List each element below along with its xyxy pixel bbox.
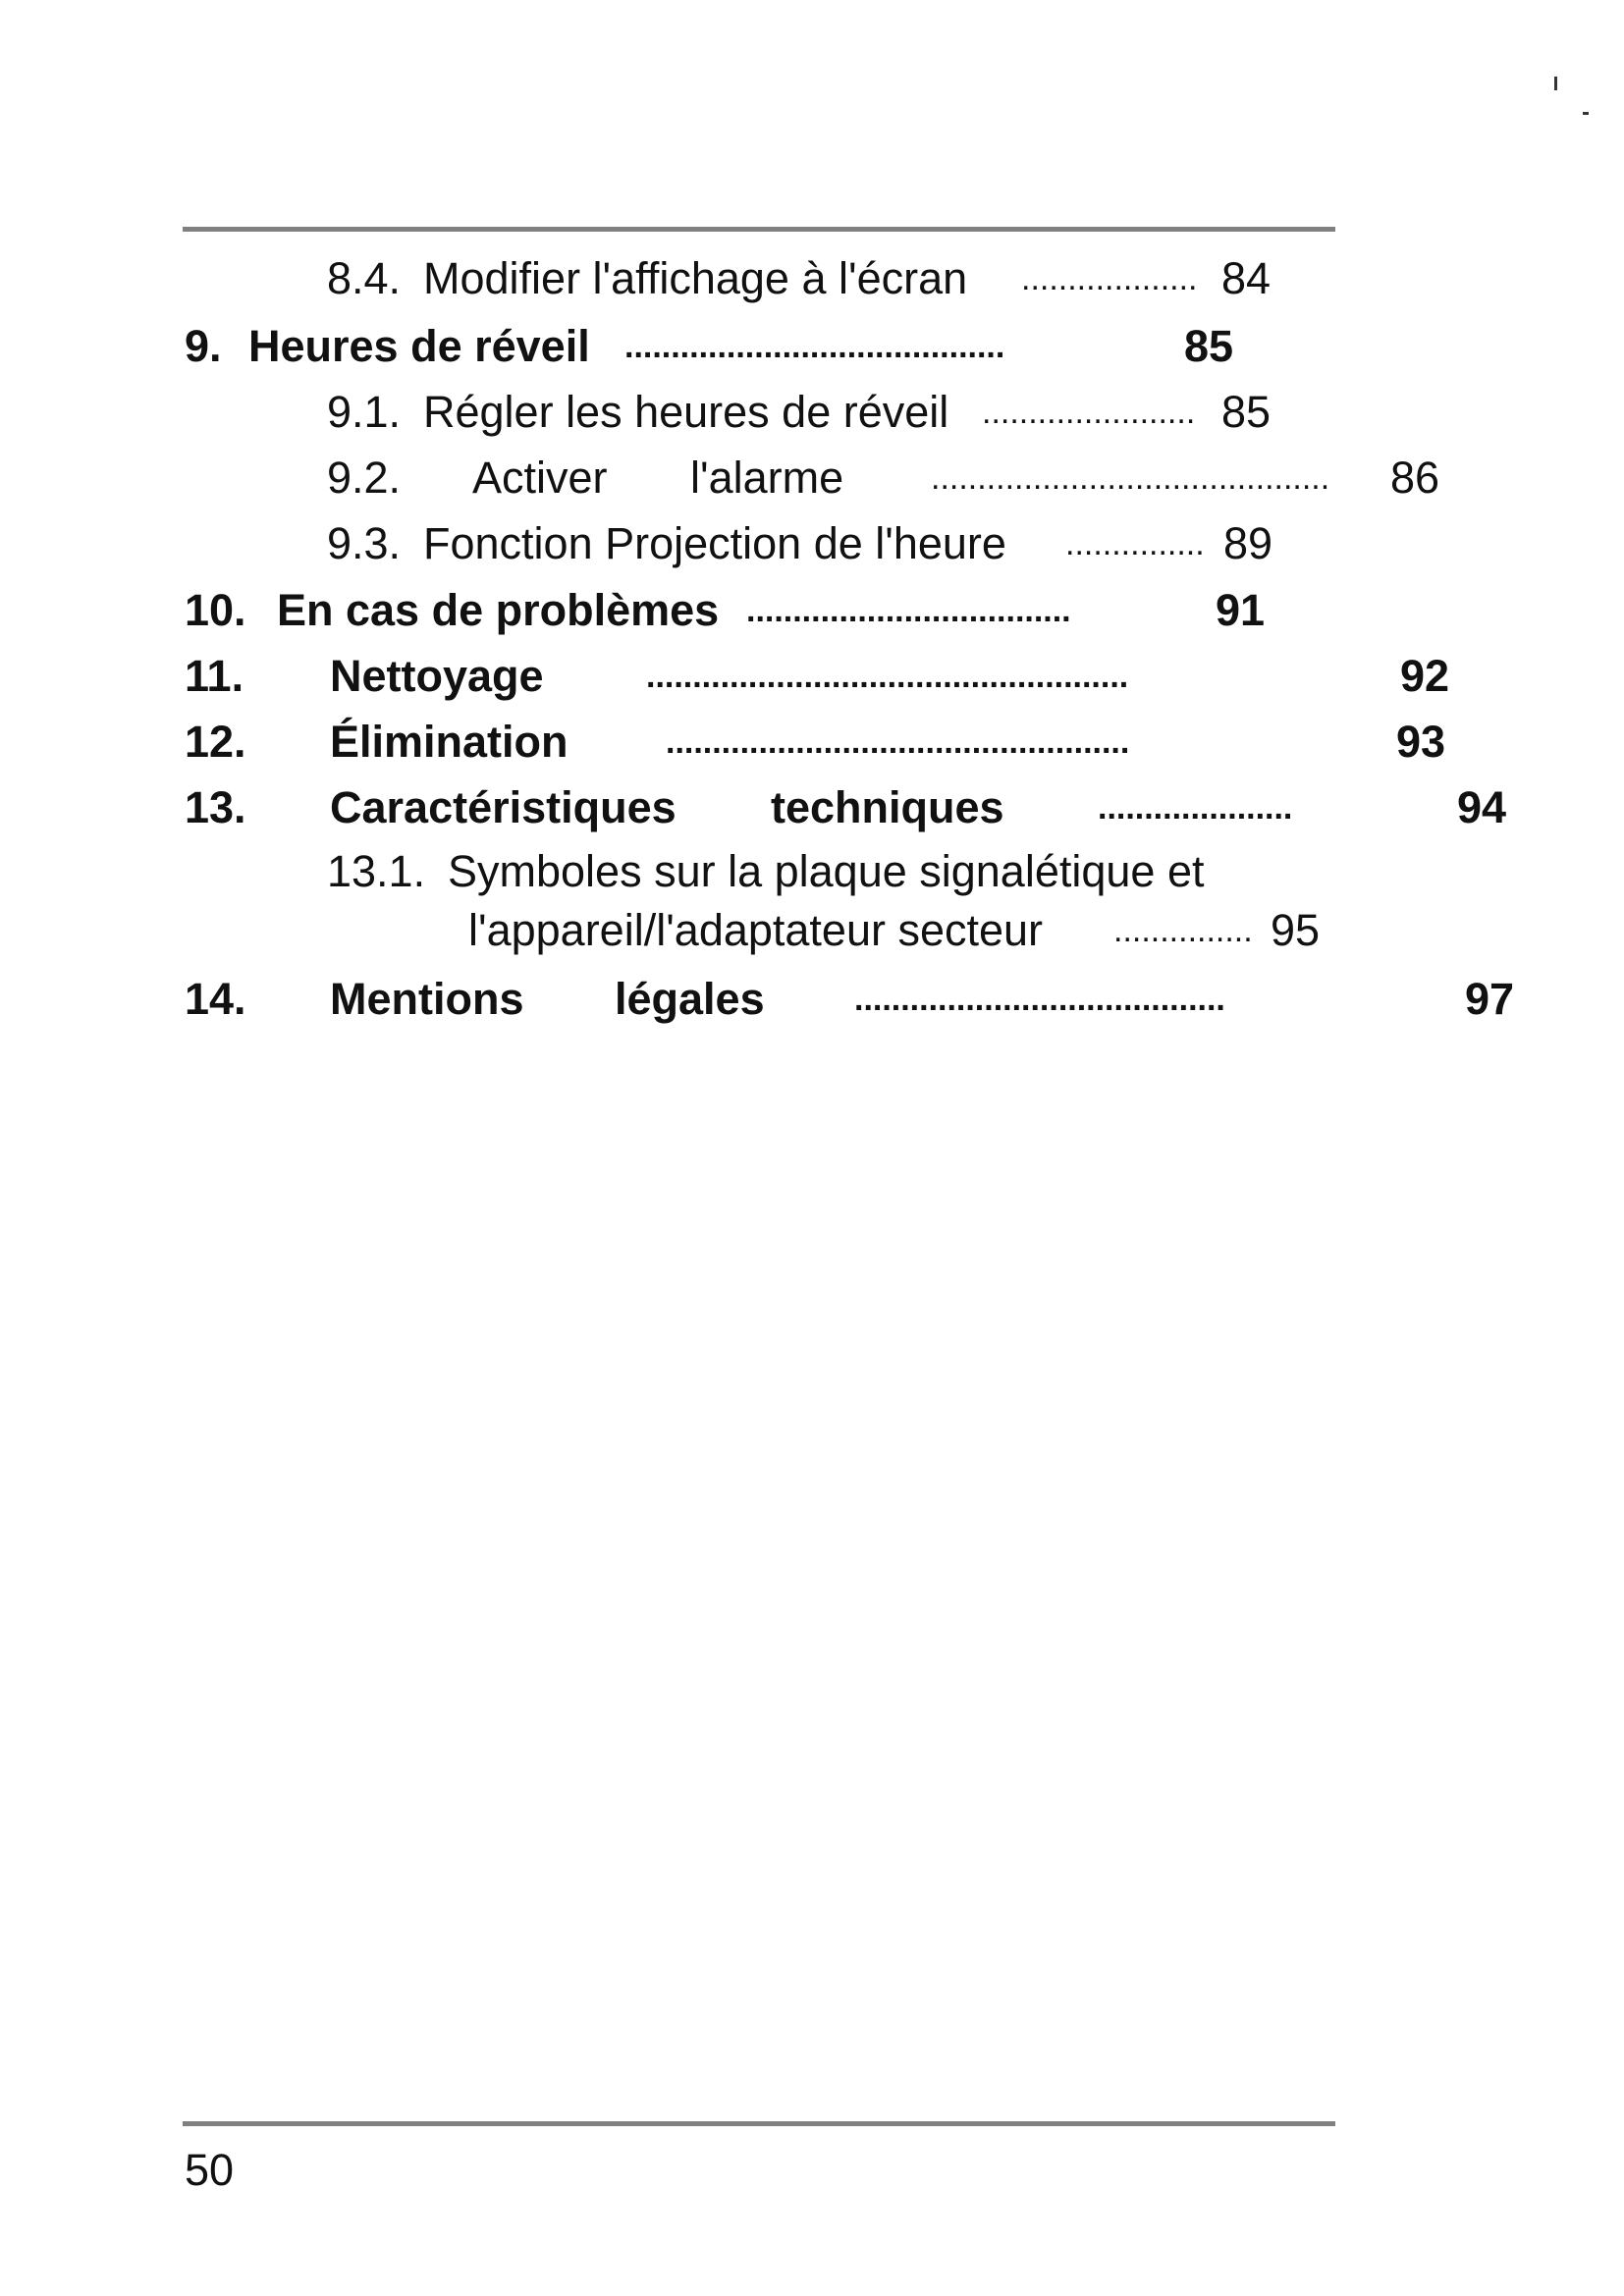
toc-entry-label-part: Mentions xyxy=(330,974,524,1024)
toc-entry-page: 92 xyxy=(1400,651,1450,701)
toc-entry-page: 93 xyxy=(1396,717,1446,767)
toc-entry-13-1-continued[interactable] xyxy=(0,901,1624,960)
toc-entry-number: 9.2. xyxy=(327,453,402,503)
toc-entry-11[interactable] xyxy=(0,647,1624,706)
toc-entry-label: En cas de problèmes xyxy=(277,585,720,635)
page-number: 50 xyxy=(185,2145,235,2195)
toc-entry-page: 85 xyxy=(1221,387,1272,437)
toc-entry-page: 89 xyxy=(1223,518,1273,568)
toc-entry-number: 12. xyxy=(185,717,246,767)
toc-entry-number: 14. xyxy=(185,974,246,1024)
toc-entry-label-part: l'alarme xyxy=(690,453,844,503)
toc-entry-label-part: Caractéristiques xyxy=(330,782,677,832)
toc-entry-leader: ......................................... xyxy=(624,328,1005,365)
toc-entry-12[interactable] xyxy=(0,713,1624,772)
bottom-rule xyxy=(183,2121,1335,2126)
toc-entry-13-1[interactable] xyxy=(0,842,1624,901)
toc-entry-leader: ........................................ xyxy=(854,981,1225,1018)
toc-entry-number: 13. xyxy=(185,782,246,832)
toc-entry-leader: ..................... xyxy=(1098,789,1293,827)
toc-entry-label-continued: l'appareil/l'adaptateur secteur xyxy=(468,905,1044,955)
top-rule xyxy=(183,227,1335,232)
toc-entry-leader: .................................................. xyxy=(666,723,1130,761)
toc-entry-label: Élimination xyxy=(330,717,568,767)
toc-entry-page: 94 xyxy=(1457,782,1507,832)
toc-entry-leader: .................................................... xyxy=(646,658,1129,695)
toc-entry-leader: ........................................... xyxy=(931,459,1330,497)
toc-entry-leader: ................................... xyxy=(746,592,1071,629)
toc-entry-page: 86 xyxy=(1390,453,1440,503)
toc-entry-label: Heures de réveil xyxy=(248,321,590,371)
toc-entry-leader: ................... xyxy=(1021,260,1198,297)
toc-entry-leader: ............... xyxy=(1113,912,1253,949)
toc-entry-leader: ....................... xyxy=(982,394,1196,431)
toc-entry-page: 97 xyxy=(1465,974,1515,1024)
toc-entry-14[interactable] xyxy=(0,970,1624,1029)
toc-entry-label: Nettoyage xyxy=(330,651,544,701)
toc-entry-9-3[interactable] xyxy=(0,514,1624,573)
toc-entry-number: 9.3. xyxy=(327,518,402,568)
toc-entry-number: 9.1. xyxy=(327,387,402,437)
toc-entry-9-1[interactable] xyxy=(0,383,1624,442)
toc-entry-10[interactable] xyxy=(0,581,1624,640)
toc-entry-label-part: légales xyxy=(615,974,765,1024)
toc-entry-number: 10. xyxy=(185,585,246,635)
toc-entry-label-part: Activer xyxy=(472,453,608,503)
toc-entry-label: Régler les heures de réveil xyxy=(423,387,949,437)
scan-speck xyxy=(1554,77,1557,90)
scan-speck xyxy=(1583,112,1589,115)
toc-entry-number: 11. xyxy=(185,651,244,701)
toc-entry-page: 85 xyxy=(1184,321,1234,371)
toc-entry-leader: ............... xyxy=(1065,525,1205,562)
toc-entry-label: Modifier l'affichage à l'écran xyxy=(423,253,968,303)
toc-entry-number: 9. xyxy=(185,321,222,371)
toc-entry-13[interactable] xyxy=(0,778,1624,837)
toc-entry-number: 8.4. xyxy=(327,253,402,303)
toc-entry-label: Symboles sur la plaque signalétique et xyxy=(448,846,1205,896)
toc-entry-label-part: techniques xyxy=(771,782,1004,832)
toc-entry-page: 91 xyxy=(1216,585,1266,635)
toc-entry-9[interactable] xyxy=(0,317,1624,376)
toc-entry-page: 84 xyxy=(1221,253,1272,303)
toc-entry-label: Fonction Projection de l'heure xyxy=(423,518,1006,568)
toc-entry-8-4[interactable] xyxy=(0,249,1624,308)
toc-entry-page: 95 xyxy=(1271,905,1321,955)
toc-entry-number: 13.1. xyxy=(327,846,426,896)
toc-entry-9-2[interactable] xyxy=(0,449,1624,507)
